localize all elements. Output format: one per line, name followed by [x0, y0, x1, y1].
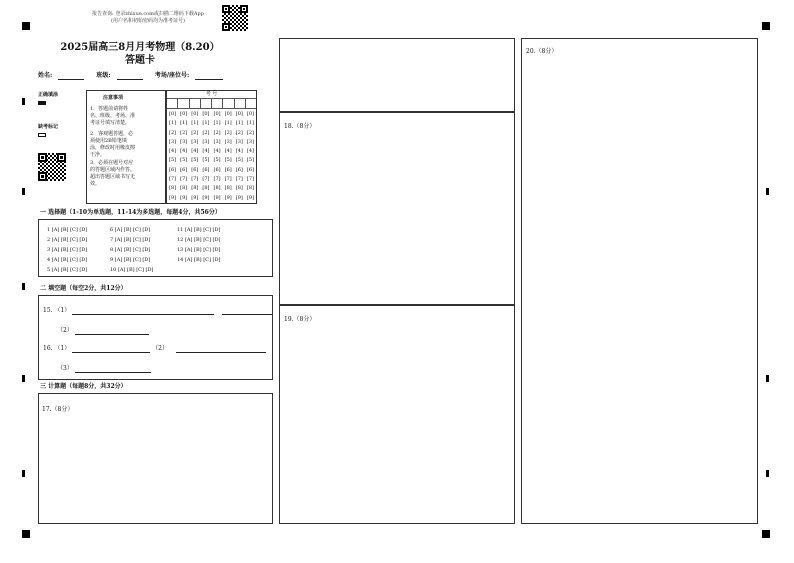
exam-number-bubble[interactable]: [7]	[180, 176, 188, 183]
exam-number-bubble[interactable]: [9]	[246, 194, 254, 201]
exam-number-bubble[interactable]: [6]	[235, 166, 243, 173]
exam-number-bubble[interactable]: [5]	[191, 157, 199, 164]
exam-number-bubble[interactable]: [9]	[213, 194, 221, 201]
exam-number-input-cell[interactable]	[201, 99, 212, 108]
exam-number-bubble[interactable]: [2]	[246, 129, 254, 136]
exam-number-bubble[interactable]: [5]	[180, 157, 188, 164]
exam-number-bubble[interactable]: [8]	[191, 185, 199, 192]
exam-number-bubble[interactable]: [9]	[169, 194, 177, 201]
exam-number-bubble[interactable]: [4]	[246, 148, 254, 155]
choice-row[interactable]: 4 [A] [B] [C] [D]	[47, 257, 88, 263]
notes-item: 1．答题前请将姓名、班级、考场、准考证号填写清楚。	[90, 106, 136, 126]
section2-title: 二 填空题（每空2分，共12分）	[40, 285, 127, 292]
choice-row[interactable]: 1 [A] [B] [C] [D]	[47, 227, 88, 233]
exam-number-bubble[interactable]: [2]	[169, 129, 177, 136]
timing-mark	[22, 98, 25, 105]
page-title: 2025届高三8月月考物理（8.20）	[60, 42, 220, 53]
q16-label: 16.	[43, 345, 53, 352]
choice-row[interactable]: 2 [A] [B] [C] [D]	[47, 237, 88, 243]
exam-number-bubble[interactable]: [1]	[169, 120, 177, 127]
exam-number-bubble[interactable]: [5]	[235, 157, 243, 164]
exam-number-bubble[interactable]: [7]	[202, 176, 210, 183]
exam-number-bubble[interactable]: [7]	[224, 176, 232, 183]
exam-number-input-cell[interactable]	[167, 99, 178, 108]
exam-number-bubble[interactable]: [7]	[191, 176, 199, 183]
exam-number-bubble[interactable]: [5]	[202, 157, 210, 164]
q16-row2	[57, 365, 151, 373]
exam-number-bubble[interactable]: [4]	[224, 148, 232, 155]
exam-number-bubble[interactable]: [1]	[191, 120, 199, 127]
timing-mark	[22, 375, 25, 382]
exam-number-bubble[interactable]: [8]	[169, 185, 177, 192]
exam-number-bubble[interactable]: [6]	[180, 166, 188, 173]
exam-number-bubble[interactable]: [9]	[202, 194, 210, 201]
name-field[interactable]	[58, 73, 84, 80]
exam-number-bubble[interactable]: [5]	[213, 157, 221, 164]
exam-number-bubble[interactable]: [8]	[180, 185, 188, 192]
exam-number-bubble[interactable]: [7]	[246, 176, 254, 183]
exam-number-bubble[interactable]: [9]	[191, 194, 199, 201]
exam-number-bubble[interactable]: [1]	[180, 120, 188, 127]
exam-number-bubble[interactable]: [6]	[191, 166, 199, 173]
choice-row[interactable]: 11 [A] [B] [C] [D]	[177, 227, 221, 233]
exam-number-bubble[interactable]: [1]	[224, 120, 232, 127]
answer-area-17-continued[interactable]	[279, 38, 515, 112]
correct-fill-example	[38, 101, 46, 105]
exam-number-column	[167, 109, 178, 203]
exam-number-bubble[interactable]: [4]	[191, 148, 199, 155]
exam-number-bubble[interactable]: [0]	[202, 111, 210, 117]
q16-part3-blank[interactable]	[75, 366, 151, 373]
corner-mark-tr	[762, 22, 770, 30]
exam-number-bubble[interactable]: [9]	[235, 194, 243, 201]
exam-number-bubble[interactable]: [1]	[202, 120, 210, 127]
exam-number-bubble[interactable]: [4]	[169, 148, 177, 155]
exam-number-bubble[interactable]: [6]	[169, 166, 177, 173]
timing-mark	[766, 470, 769, 477]
q19-label: 19.（8分）	[284, 316, 316, 323]
exam-number-grid	[166, 90, 257, 204]
exam-number-bubble[interactable]: [8]	[235, 185, 243, 192]
choice-row[interactable]: 3 [A] [B] [C] [D]	[47, 247, 88, 253]
timing-mark	[766, 188, 769, 195]
exam-number-bubble[interactable]: [4]	[202, 148, 210, 155]
exam-number-bubble[interactable]: [1]	[246, 120, 254, 127]
corner-mark-br	[762, 530, 770, 538]
exam-number-bubble[interactable]: [5]	[224, 157, 232, 164]
exam-number-bubble[interactable]: [3]	[202, 138, 210, 145]
section1-title: 一 选择题（1-10为单选题，11-14为多选题，每题4分，共56分）	[40, 209, 221, 216]
q15-part1-label: （1）	[54, 307, 71, 314]
exam-number-bubble[interactable]: [5]	[246, 157, 254, 164]
q15-part2-label: （2）	[57, 327, 73, 334]
report-notice-line1: 报告查询: 登录zhixue.com或扫描二维码下载App	[92, 11, 204, 17]
exam-number-input-cell[interactable]	[190, 99, 201, 108]
page-subtitle: 答题卡	[125, 55, 155, 66]
exam-number-bubble[interactable]: [8]	[224, 185, 232, 192]
choice-row[interactable]: 5 [A] [B] [C] [D]	[47, 267, 88, 273]
exam-number-column	[234, 109, 245, 203]
exam-number-column	[200, 109, 211, 203]
header-qr-code	[222, 5, 248, 31]
choice-col-3	[177, 225, 220, 265]
exam-number-bubble[interactable]: [6]	[213, 166, 221, 173]
exam-number-bubble[interactable]: [0]	[180, 111, 188, 117]
exam-number-bubble[interactable]: [0]	[191, 111, 199, 117]
exam-number-bubble[interactable]: [2]	[191, 129, 199, 136]
choice-col-1	[47, 225, 87, 275]
exam-number-bubble[interactable]: [0]	[169, 111, 177, 117]
choice-row[interactable]: 10 [A] [B] [C] [D]	[110, 267, 154, 273]
exam-number-bubble[interactable]: [2]	[180, 129, 188, 136]
room-field[interactable]	[195, 73, 223, 80]
exam-number-bubble[interactable]: [8]	[246, 185, 254, 192]
exam-number-bubble[interactable]: [5]	[169, 157, 177, 164]
exam-number-bubble[interactable]: [4]	[235, 148, 243, 155]
timing-mark	[22, 283, 25, 290]
choice-row[interactable]: 9 [A] [B] [C] [D]	[110, 257, 151, 263]
exam-number-bubble[interactable]: [0]	[213, 111, 221, 117]
choice-row[interactable]: 8 [A] [B] [C] [D]	[110, 247, 151, 253]
student-qr-code	[38, 153, 66, 181]
exam-number-bubble[interactable]: [7]	[169, 176, 177, 183]
exam-number-column	[178, 109, 189, 203]
exam-number-bubble[interactable]: [3]	[246, 138, 254, 145]
exam-number-input-cell[interactable]	[246, 99, 256, 108]
exam-number-bubble[interactable]: [3]	[224, 138, 232, 145]
exam-number-bubble[interactable]: [2]	[213, 129, 221, 136]
exam-number-label: 考 号	[167, 91, 256, 99]
exam-number-input-cell[interactable]	[212, 99, 223, 108]
exam-number-bubble[interactable]: [8]	[213, 185, 221, 192]
exam-number-bubble[interactable]: [3]	[180, 138, 188, 145]
exam-number-column	[189, 109, 200, 203]
exam-number-bubble[interactable]: [7]	[235, 176, 243, 183]
notes-title: 注意事项	[102, 95, 123, 101]
exam-number-bubble[interactable]: [2]	[235, 129, 243, 136]
missing-mark-box[interactable]	[38, 133, 46, 137]
exam-number-bubble[interactable]: [1]	[235, 120, 243, 127]
section3-title: 三 计算题（每题8分，共32分）	[40, 383, 127, 390]
exam-number-bubble[interactable]: [9]	[180, 194, 188, 201]
corner-mark-bl	[22, 530, 30, 538]
exam-number-input-cell[interactable]	[223, 99, 234, 108]
choice-row[interactable]: 12 [A] [B] [C] [D]	[177, 237, 221, 243]
exam-number-bubble[interactable]: [0]	[246, 111, 254, 117]
exam-number-bubble[interactable]: [3]	[169, 138, 177, 145]
exam-number-bubble[interactable]: [8]	[202, 185, 210, 192]
exam-number-input-cell[interactable]	[178, 99, 189, 108]
exam-number-bubble[interactable]: [9]	[224, 194, 232, 201]
choice-col-2	[110, 225, 153, 275]
q15-row2	[57, 327, 149, 335]
q18-label: 18.（8分）	[284, 123, 316, 130]
exam-number-bubble[interactable]: [6]	[202, 166, 210, 173]
answer-area-19[interactable]	[279, 305, 515, 524]
exam-number-bubble[interactable]: [6]	[246, 166, 254, 173]
class-label: 班级:	[96, 72, 111, 79]
notes-item: 2．客观题答题，必须使用2B铅笔填涂，修改时用橡皮擦干净。	[90, 131, 136, 158]
room-label: 考场/座位号:	[154, 72, 190, 79]
q15-part1-blank[interactable]	[72, 308, 214, 315]
exam-number-bubble[interactable]: [3]	[213, 138, 221, 145]
exam-number-bubble[interactable]: [0]	[235, 111, 243, 117]
corner-mark-tl	[22, 22, 30, 30]
choice-row[interactable]: 6 [A] [B] [C] [D]	[110, 227, 151, 233]
exam-number-column	[212, 109, 223, 203]
class-field[interactable]	[117, 73, 143, 80]
timing-mark	[22, 188, 25, 195]
q15-row1	[43, 307, 272, 315]
notes-item: 3．必须在题号对应的答题区域内作答，超出答题区域书写无效。	[90, 160, 136, 187]
q17-label: 17.（8分）	[42, 406, 74, 413]
report-notice-line2: (用户名和初始密码均为准考证号)	[111, 18, 185, 24]
choice-row[interactable]: 14 [A] [B] [C] [D]	[177, 257, 221, 263]
q16-row1	[43, 345, 266, 353]
correct-fill-label: 正确填涂	[38, 92, 59, 98]
student-info	[38, 72, 278, 80]
exam-number-bubble[interactable]: [1]	[213, 120, 221, 127]
q15-label: 15.	[43, 307, 53, 314]
exam-number-bubble[interactable]: [6]	[224, 166, 232, 173]
q15-part1-blank-extra[interactable]	[222, 308, 272, 315]
q16-part1-blank[interactable]	[72, 346, 150, 353]
timing-mark	[22, 470, 25, 477]
choice-row[interactable]: 7 [A] [B] [C] [D]	[110, 237, 151, 243]
q16-part2-blank[interactable]	[176, 346, 266, 353]
answer-area-20[interactable]	[521, 38, 758, 524]
exam-number-bubble[interactable]: [3]	[235, 138, 243, 145]
exam-number-bubble[interactable]: [3]	[191, 138, 199, 145]
exam-number-bubble[interactable]: [4]	[213, 148, 221, 155]
q16-part3-label: （3）	[57, 365, 73, 372]
exam-number-bubble[interactable]: [0]	[224, 111, 232, 117]
missing-mark-label: 缺考标记	[38, 124, 59, 130]
q20-label: 20.（8分）	[526, 48, 558, 55]
name-label: 姓名:	[38, 72, 53, 79]
exam-number-bubble[interactable]: [2]	[202, 129, 210, 136]
exam-number-bubble[interactable]: [2]	[224, 129, 232, 136]
exam-number-bubble[interactable]: [4]	[180, 148, 188, 155]
q16-part2-label: （2）	[152, 345, 168, 352]
exam-number-column	[223, 109, 234, 203]
q16-part1-label: （1）	[54, 345, 71, 352]
exam-number-bubble[interactable]: [7]	[213, 176, 221, 183]
answer-area-18[interactable]	[279, 112, 515, 305]
report-notice	[78, 11, 218, 25]
q15-part2-blank[interactable]	[75, 328, 149, 335]
choice-row[interactable]: 13 [A] [B] [C] [D]	[177, 247, 221, 253]
exam-number-input-cell[interactable]	[235, 99, 246, 108]
exam-number-column	[245, 109, 256, 203]
timing-mark	[766, 375, 769, 382]
